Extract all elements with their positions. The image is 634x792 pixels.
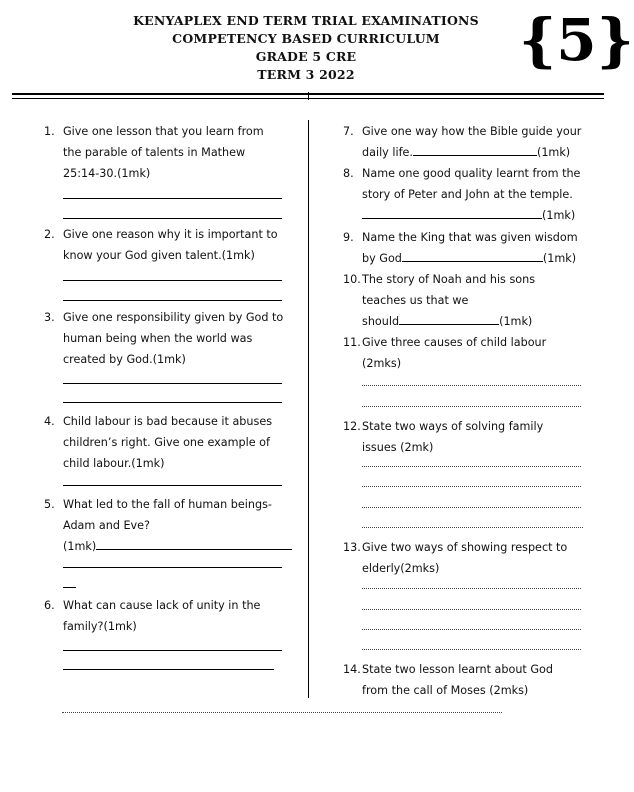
question-text-line: Name one good quality learnt from the [362,167,581,180]
question-text-line: (2mks) [362,357,402,370]
mark-allocation: (1mk) [499,315,533,328]
question-text-line: Name the King that was given wisdom [362,231,578,244]
question-text-line: should [362,315,400,328]
answer-line[interactable] [362,466,581,467]
answer-line[interactable] [63,650,282,651]
question-text-line: Give one way how the Bible guide your [362,125,582,138]
answer-line[interactable] [63,383,282,384]
answer-line[interactable] [362,206,542,219]
question-number: 3. [44,311,55,324]
question-number: 4. [44,415,55,428]
question-text-line: created by God.(1mk) [63,353,186,366]
question-text-line: Give two ways of showing respect to [362,541,568,554]
question-text-line: child labour.(1mk) [63,457,165,470]
answer-line[interactable] [362,609,581,610]
answer-line[interactable] [63,485,282,486]
header-grade: GRADE 5 CRE [255,49,357,64]
question-text-line: The story of Noah and his sons [362,273,536,286]
question-text-line: issues (2mk) [362,441,434,454]
answer-line[interactable] [63,280,282,281]
question-number: 10. [343,273,361,286]
question-number: 5. [44,498,55,511]
question-number: 13. [343,541,361,554]
answer-line[interactable] [362,629,581,630]
answer-line[interactable] [402,249,543,262]
answer-line[interactable] [362,486,581,487]
question-text-line: Give one reason why it is important to [63,228,278,241]
grade-badge: {5} [519,6,634,74]
question-number: 8. [343,167,354,180]
column-divider [308,120,309,698]
answer-line[interactable] [362,406,581,407]
question-text-line: daily life. [362,146,413,159]
mark-allocation: (1mk) [542,209,576,222]
answer-line[interactable] [96,537,292,550]
question-text-line: children’s right. Give one example of [63,436,270,449]
answer-line[interactable] [362,527,583,528]
answer-line[interactable] [63,218,282,219]
question-number: 6. [44,599,55,612]
question-text-line: by God [362,252,402,265]
answer-line[interactable] [62,712,502,713]
question-text-line: family?(1mk) [63,620,137,633]
answer-line[interactable] [63,587,76,588]
header-rule-tick [308,92,309,100]
question-text-line: State two ways of solving family [362,420,544,433]
question-text-line: Give three causes of child labour [362,336,547,349]
answer-line[interactable] [63,300,282,301]
answer-line[interactable] [399,312,499,325]
header-title: KENYAPLEX END TERM TRIAL EXAMINATIONS [133,13,479,28]
question-number: 14. [343,663,361,676]
answer-line[interactable] [63,402,282,403]
question-text-line: What can cause lack of unity in the [63,599,261,612]
answer-line[interactable] [362,385,581,386]
mark-allocation: (1mk) [542,252,577,265]
question-text-line: 25:14-30.(1mk) [63,167,151,180]
question-text-line: story of Peter and John at the temple. [362,188,573,201]
question-number: 2. [44,228,55,241]
question-text-line: the parable of talents in Mathew [63,146,246,159]
question-text-line: human being when the world was [63,332,253,345]
answer-line[interactable] [362,588,581,589]
header-curriculum: COMPETENCY BASED CURRICULUM [172,31,440,46]
header-term: TERM 3 2022 [257,67,355,82]
question-text-line: teaches us that we [362,294,469,307]
answer-line[interactable] [413,143,537,156]
answer-line[interactable] [63,198,282,199]
mark-allocation: (1mk) [536,146,571,159]
answer-line[interactable] [63,669,274,670]
question-number: 11. [343,336,361,349]
question-number: 9. [343,231,354,244]
question-text-line: State two lesson learnt about God [362,663,553,676]
answer-line[interactable] [63,567,282,568]
answer-line[interactable] [362,507,581,508]
question-number: 7. [343,125,354,138]
question-text-line: Adam and Eve? [63,519,150,532]
question-text-line: know your God given talent.(1mk) [63,249,255,262]
question-text-line: Child labour is bad because it abuses [63,415,273,428]
question-text-line: elderly(2mks) [362,562,440,575]
question-number: 12. [343,420,361,433]
answer-line[interactable] [362,649,581,650]
question-text-line: Give one responsibility given by God to [63,311,284,324]
question-text-line: What led to the fall of human beings- [63,498,272,511]
question-text-line: Give one lesson that you learn from [63,125,264,138]
question-number: 1. [44,125,55,138]
question-text-line: (1mk) [63,540,97,553]
question-text-line: from the call of Moses (2mks) [362,684,529,697]
